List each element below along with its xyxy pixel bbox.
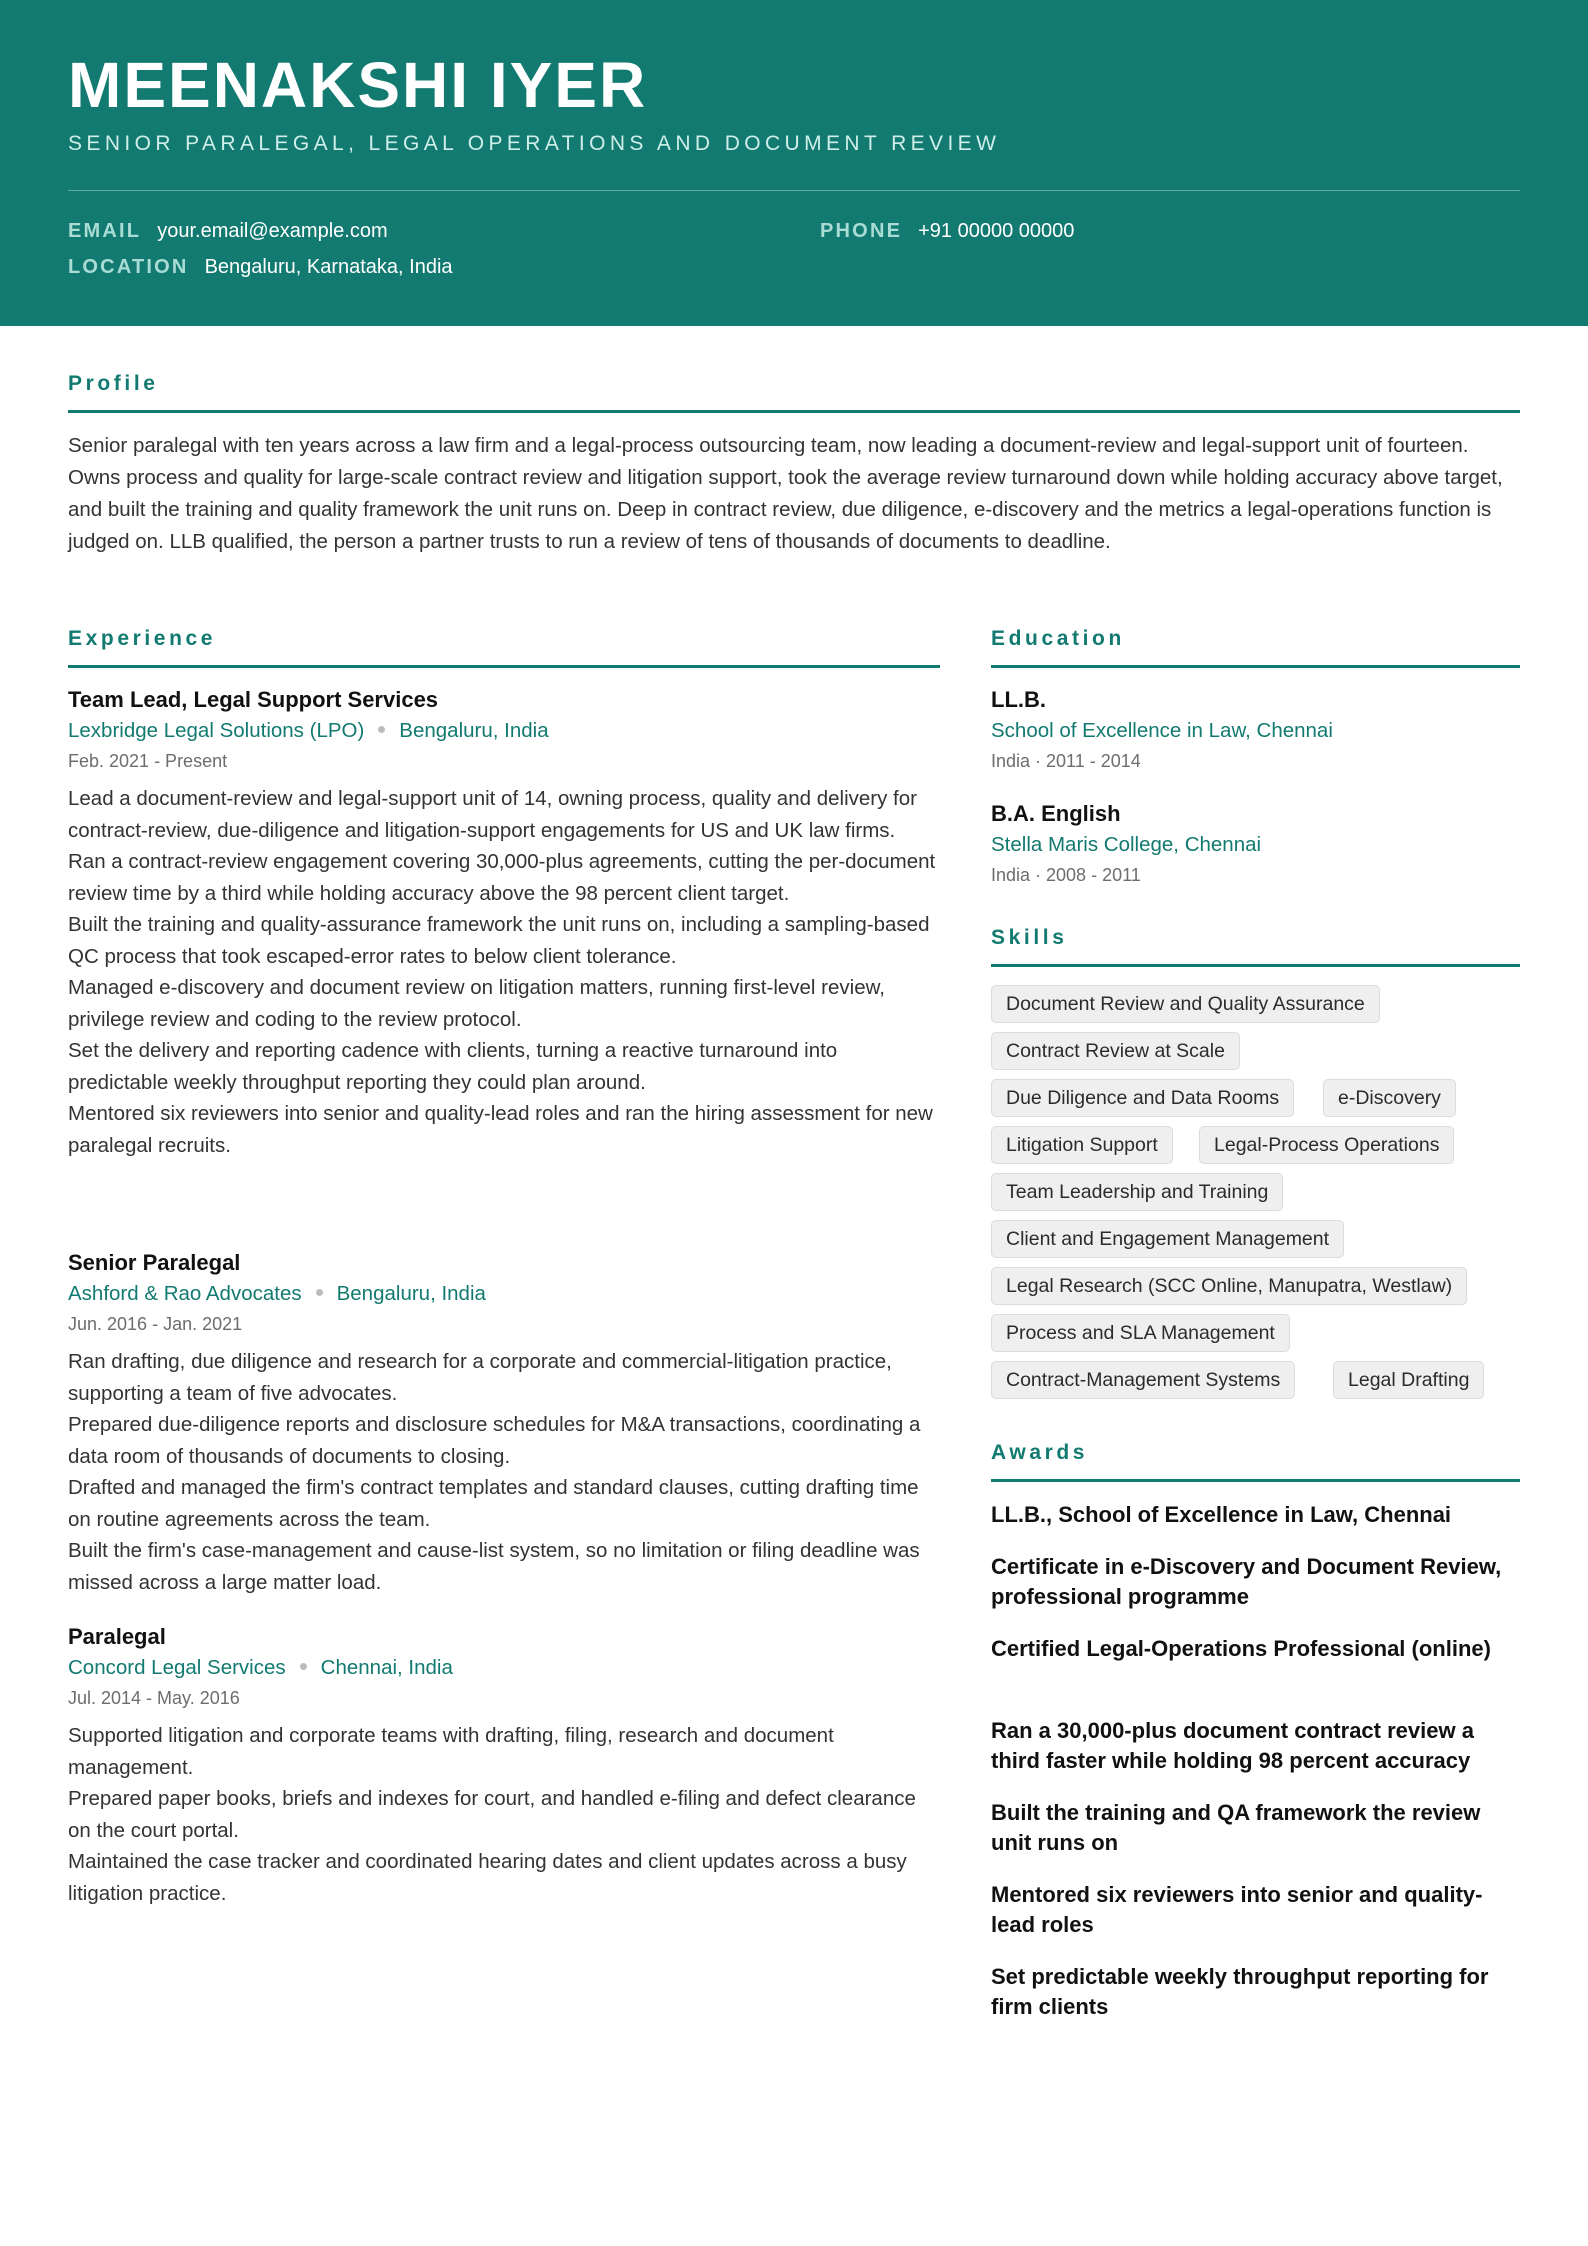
contact-email [68,218,388,244]
education-school: Stella Maris College, Chennai [991,833,1262,856]
skill-chip: Client and Engagement Management [991,1220,1344,1258]
skill-chip: Legal-Process Operations [1199,1126,1454,1164]
job-company: Lexbridge Legal Solutions (LPO) [68,719,365,742]
candidate-headline: SENIOR PARALEGAL, LEGAL OPERATIONS AND DOCUMENT REVIEW [68,132,1001,155]
award-item: Certified Legal-Operations Professional (online) [991,1636,1491,1661]
skill-chip: Process and SLA Management [991,1314,1290,1352]
award-item: Built the training and QA framework the review unit runs on [991,1800,1481,1855]
job-achievement: Drafted and managed the firm's contract templates and standard clauses, cutting drafting time on routine agreements across the team. [68,1476,919,1531]
job-achievement: Prepared due-diligence reports and disclosure schedules for M&A transactions, coordinating a data room of thousands of documents to closing. [68,1413,921,1468]
separator-dot [378,726,385,733]
education-entry [991,799,1520,889]
education-degree: B.A. English [991,801,1121,826]
skill-chip: Document Review and Quality Assurance [991,985,1380,1023]
job-achievement: Set the delivery and reporting cadence with clients, turning a reactive turnaround into predictable weekly throughput reporting they could plan around. [68,1039,838,1094]
job-entry [68,685,940,1161]
skill-chip: e-Discovery [1323,1079,1456,1117]
education-entry [991,685,1520,775]
job-achievements [68,1346,940,1598]
job-achievement: Ran a contract-review engagement covering 30,000-plus agreements, cutting the per-document review time by a third while holding accuracy above the 98 percent client target. [68,850,936,905]
education-heading: Education [991,627,1125,650]
job-dates: Feb. 2021 - Present [68,751,228,771]
job-dates: Jun. 2016 - Jan. 2021 [68,1314,243,1334]
separator-dot [300,1663,307,1670]
skill-chip: Legal Drafting [1333,1361,1484,1399]
job-location: Bengaluru, India [336,1282,486,1305]
contact-location [68,254,453,280]
skill-chip: Contract Review at Scale [991,1032,1240,1070]
phone-value[interactable]: +91 00000 00000 [918,220,1075,242]
job-organization [68,1278,940,1310]
job-company: Ashford & Rao Advocates [68,1282,302,1305]
skill-chip: Due Diligence and Data Rooms [991,1079,1294,1117]
skills-heading: Skills [991,926,1068,949]
awards-heading: Awards [991,1441,1089,1464]
job-title: Paralegal [68,1624,166,1649]
location-value: Bengaluru, Karnataka, India [204,256,453,278]
education-meta: India · 2011 - 2014 [991,751,1141,771]
job-achievements [68,1720,940,1909]
separator-dot [316,1289,323,1296]
skill-chip: Litigation Support [991,1126,1173,1164]
profile-divider [68,410,1520,413]
contact-phone [820,218,1074,244]
job-achievement: Built the firm's case-management and cause-list system, so no limitation or filing deadline was missed across a large matter load. [68,1539,920,1594]
job-achievement: Built the training and quality-assurance framework the unit runs on, including a sampling-based QC process that took escaped-error rates to below client tolerance. [68,913,930,968]
phone-label: PHONE [820,220,903,242]
job-achievement: Mentored six reviewers into senior and quality-lead roles and ran the hiring assessment for new paralegal recruits. [68,1102,933,1157]
job-achievement: Ran drafting, due diligence and research for a corporate and commercial-litigation practice, supporting a team of five advocates. [68,1350,892,1405]
header-divider [68,190,1520,191]
profile-heading: Profile [68,372,159,395]
job-company: Concord Legal Services [68,1656,286,1679]
job-location: Chennai, India [320,1656,453,1679]
job-achievements [68,783,940,1161]
profile-summary: Senior paralegal with ten years across a law firm and a legal-process outsourcing team, now leading a document-review and legal-support unit of fourteen. Owns process and quality for large-scale contract review and litigation support, took the average review turnaround down while holding accuracy above target, and built the training and quality framework the unit runs on. Deep in contract review, due diligence, e-discovery and the metrics a legal-operations function is judged on. LLB qualified, the person a partner trusts to run a review of tens of thousands of documents to deadline. [68,434,1503,553]
job-organization [68,715,940,747]
skill-chip: Legal Research (SCC Online, Manupatra, Westlaw) [991,1267,1467,1305]
education-school: School of Excellence in Law, Chennai [991,719,1333,742]
job-organization [68,1652,940,1684]
award-item: Set predictable weekly throughput reporting for firm clients [991,1964,1489,2019]
job-title: Senior Paralegal [68,1250,241,1275]
award-item: Certificate in e-Discovery and Document Review, professional programme [991,1554,1502,1609]
award-item: Ran a 30,000-plus document contract review a third faster while holding 98 percent accuracy [991,1718,1474,1773]
experience-heading: Experience [68,627,217,650]
education-meta: India · 2008 - 2011 [991,865,1141,885]
award-item: Mentored six reviewers into senior and quality-lead roles [991,1882,1483,1937]
job-achievement: Lead a document-review and legal-support unit of 14, owning process, quality and delivery for contract-review, due-diligence and litigation-support engagements for US and UK law firms. [68,787,917,842]
resume-header [0,0,1588,326]
job-achievement: Supported litigation and corporate teams with drafting, filing, research and document management. [68,1724,834,1779]
email-label: EMAIL [68,220,142,242]
job-achievement: Maintained the case tracker and coordinated hearing dates and client updates across a busy litigation practice. [68,1850,907,1905]
job-location: Bengaluru, India [399,719,549,742]
email-value[interactable]: your.email@example.com [157,220,388,242]
job-title: Team Lead, Legal Support Services [68,687,439,712]
award-item: LL.B., School of Excellence in Law, Chennai [991,1502,1452,1527]
skill-chip: Team Leadership and Training [991,1173,1283,1211]
awards-divider [991,1479,1520,1482]
skills-divider [991,964,1520,967]
skill-chip: Contract-Management Systems [991,1361,1295,1399]
location-label: LOCATION [68,256,189,278]
education-divider [991,665,1520,668]
job-entry [68,1622,940,1909]
experience-divider [68,665,940,668]
education-degree: LL.B. [991,687,1046,712]
job-dates: Jul. 2014 - May. 2016 [68,1688,240,1708]
job-achievement: Prepared paper books, briefs and indexes for court, and handled e-filing and defect clearance on the court portal. [68,1787,916,1842]
candidate-name: MEENAKSHI IYER [68,49,648,121]
job-entry [68,1248,940,1598]
job-achievement: Managed e-discovery and document review on litigation matters, running first-level review, privilege review and coding to the review protocol. [68,976,885,1031]
